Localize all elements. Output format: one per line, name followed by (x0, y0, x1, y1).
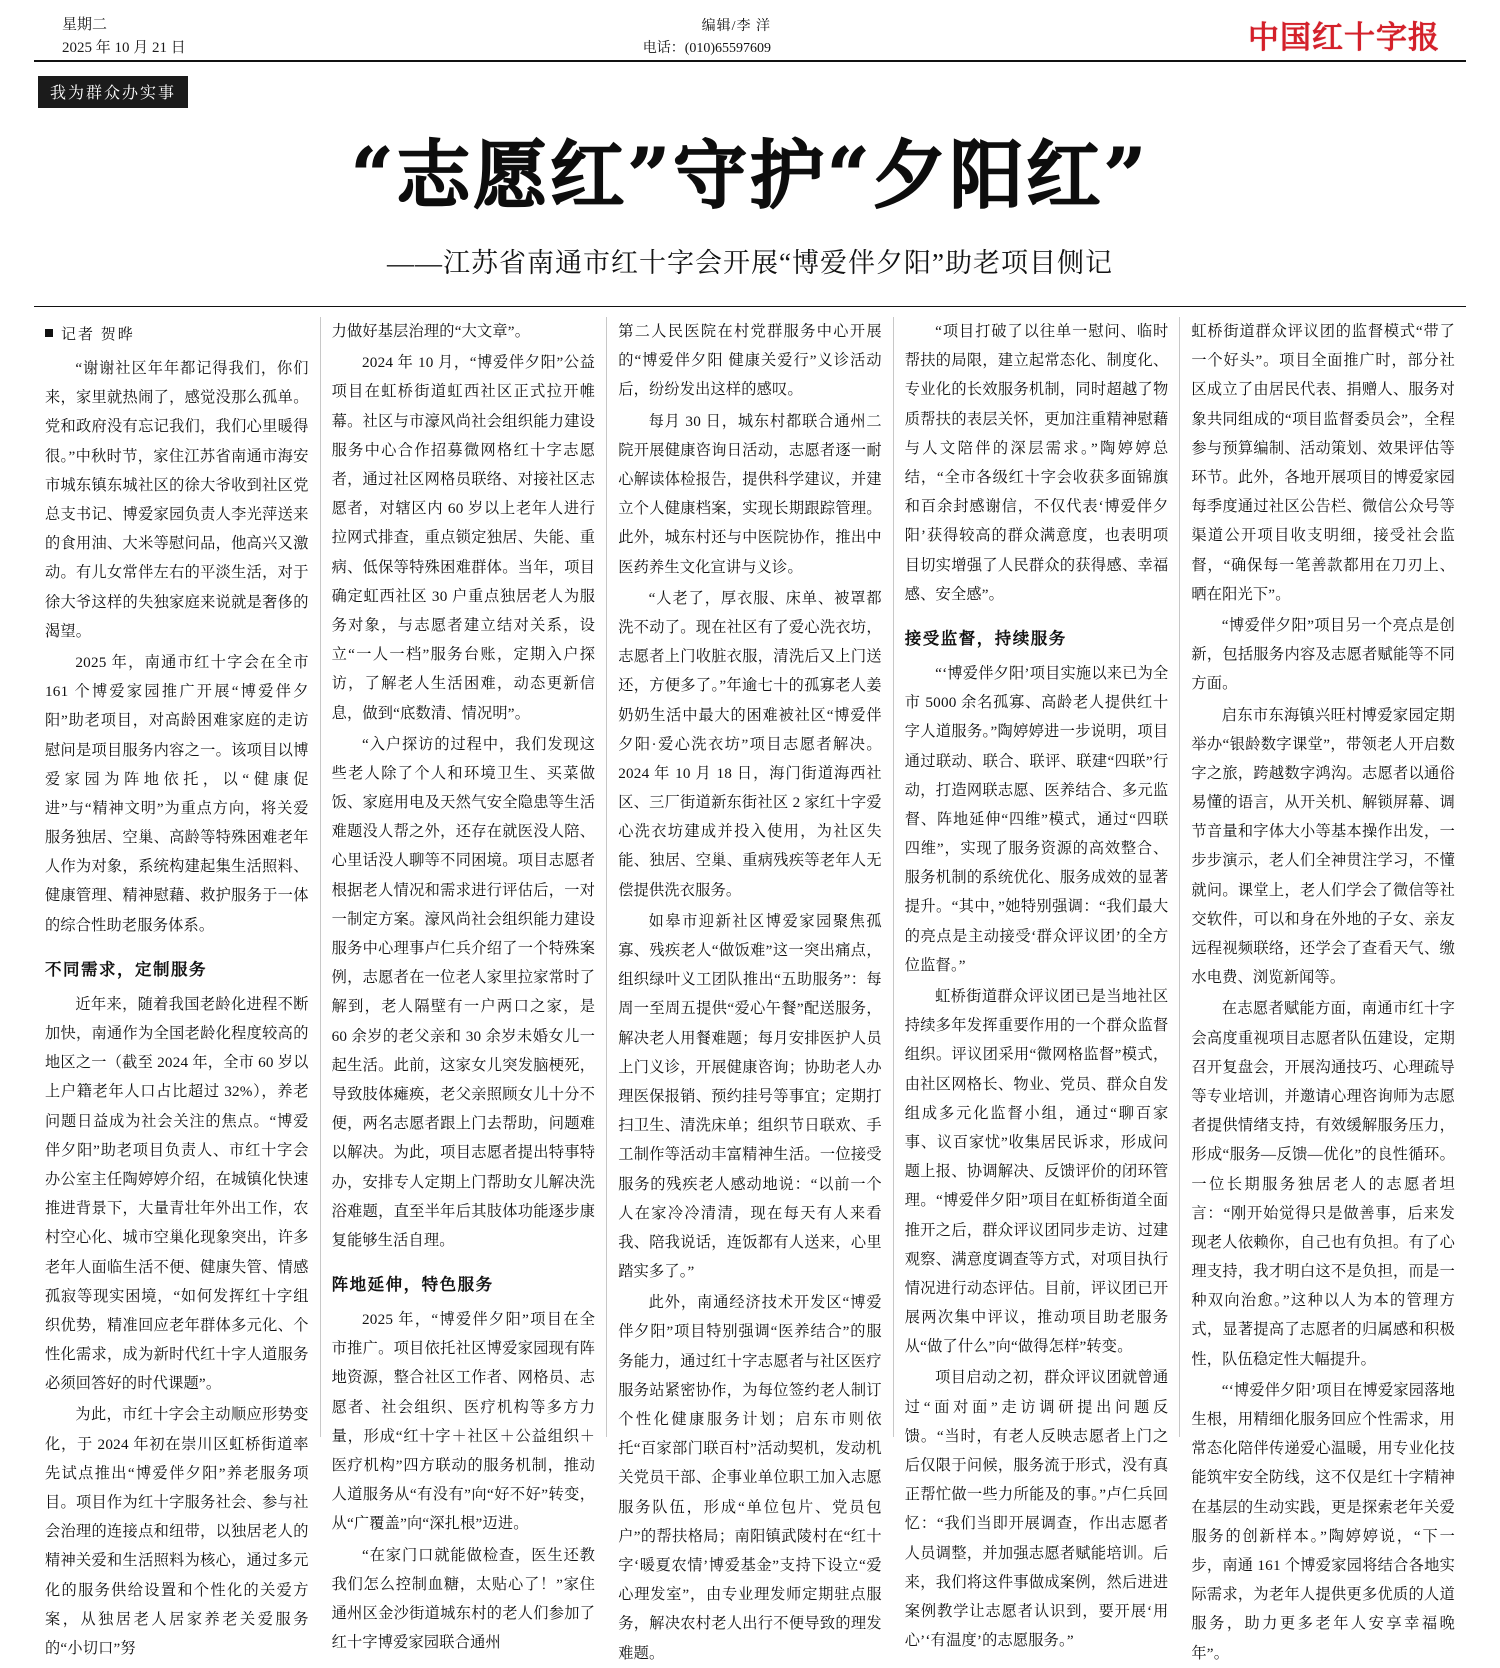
divider (34, 306, 1466, 307)
article-column-2 (321, 317, 608, 1652)
article-column-3 (607, 317, 894, 1662)
page-subtitle: ——江苏省南通市红十字会开展“博爱伴夕阳”助老项目侧记 (387, 248, 1113, 279)
paragraph: “谢谢社区年年都记得我们，你们来，家里就热闹了，感觉没那么孤单。党和政府没有忘记我们，我们心里暖得很。”中秋时节，家住江苏省南通市海安市城东镇东城社区的徐大爷收到社区党总支书记、博爱家园负责人李光萍送来的食用油、大米等慰问品，他高兴又激动。有儿女常伴左右的平淡生活，对于徐大爷这样的失独家庭来说就是奢侈的渴望。 (45, 360, 309, 640)
paragraph: 此外，南通经济技术开发区“博爱伴夕阳”项目特别强调“医养结合”的服务能力，通过红十字志愿者与社区医疗服务站紧密协作，为每位签约老人制订个性化健康服务计划；启东市则依托“百家部门联百村”活动契机，发动机关党员干部、企事业单位职工加入志愿服务队伍，形成“单位包片、党员包户”的帮扶格局；南阳镇武陵村在“红十字‘暖夏农情’博爱基金”支持下设立“爱心理发室”，由专业理发师定期驻点服务，解决农村老人出行不便导致的理发难题。 (618, 1294, 882, 1662)
square-bullet-icon (45, 329, 53, 337)
masthead (34, 0, 1466, 62)
masthead-editor: 编辑/李 洋 (701, 19, 772, 34)
masthead-phone: 电话：(010)65597609 (642, 41, 772, 57)
paragraph: “入户探访的过程中，我们发现这些老人除了个人和环境卫生、买菜做饭、家庭用电及天然气安全隐患等生活难题没人帮之外，还存在就医没人陪、心里话没人聊等不同困境。项目志愿者根据老人情况和需求进行评估后，一对一制定方案。濠风尚社会组织能力建设服务中心理事卢仁兵介绍了一个特殊案例，志愿者在一位老人家里拉家常时了解到，老人隔壁有一户两口之家，是 60 余岁的老父亲和 30 余岁未婚女儿一起生活。此前，这家女儿突发脑梗死，导致肢体瘫痪，老父亲照顾女儿十分不便，两名志愿者跟上门去帮助，问题难以解决。为此，项目志愿者提出特事特办，安排专人定期上门帮助女儿解决洗浴难题，直至半年后其肢体功能逐步康复能够生活自理。 (331, 735, 596, 1249)
section-heading: 阵地延伸，特色服务 (331, 1275, 494, 1295)
paragraph: 每月 30 日，城东村都联合通州二院开展健康咨询日活动，志愿者逐一耐心解读体检报告，提供科学建议，并建立个人健康档案，实现长期跟踪管理。此外，城东村还与中医院协作，推出中医药养生文化宣讲与义诊。 (618, 412, 882, 576)
article-column-1 (34, 317, 321, 1657)
article-column-5 (1180, 317, 1466, 1662)
section-heading: 不同需求，定制服务 (45, 959, 207, 979)
paragraph: “项目打破了以往单一慰问、临时帮扶的局限，建立起常态化、制度化、专业化的长效服务机制，同时超越了物质帮扶的表层关怀，更加注重精神慰藉与人文陪伴的深层需求。”陶婷婷总结，“全市各级红十字会收获多面锦旗和百余封感谢信，不仅代表‘博爱伴夕阳’获得较高的群众满意度，也表明项目切实增强了人民群众的获得感、幸福感、安全感”。 (904, 323, 1169, 603)
masthead-weekday: 星期二 (62, 17, 108, 33)
headline-block (34, 134, 1466, 280)
paragraph: 2025 年，“博爱伴夕阳”项目在全市推广。项目依托社区博爱家园现有阵地资源，整合社区工作者、网格员、志愿者、社会组织、医疗机构等多方力量，形成“红十字＋社区＋公益组织＋医疗机构”四方联动的服务机制，推动人道服务从“有没有”向“好不好”转变，从“广覆盖”向“深扎根”迈进。 (331, 1311, 596, 1533)
masthead-editor-block (643, 16, 791, 61)
masthead-date-block (34, 14, 186, 59)
paragraph: 近年来，随着我国老龄化进程不断加快，南通作为全国老龄化程度较高的地区之一（截至 2024 年，全市 60 岁以上户籍老年人口占比超过 32%），养老问题日益成为社会关注的焦点。“博爱伴夕阳”助老项目负责人、市红十字会办公室主任陶婷婷介绍，在城镇化快速推进背景下，大量青壮年外出工作，农村空心化、城市空巢化现象突出，许多老年人面临生活不便、健康失管、情感孤寂等现实困境，“如何发挥红十字组织优势，精准回应老年群体多元化、个性化需求，成为新时代红十字人道服务必须回答好的时代课题”。 (45, 995, 309, 1393)
paper-name: 中国红十字报 (1248, 20, 1440, 56)
paragraph: 2025 年，南通市红十字会在全市 161 个博爱家园推广开展“博爱伴夕阳”助老项目，对高龄困难家庭的走访慰问是项目服务内容之一。该项目以博爱家园为阵地依托，以“健康促进”与“精神文明”为重点方向，将关爱服务独居、空巢、高龄等特殊困难老年人作为对象，系统构建起集生活照料、健康管理、精神慰藉、救护服务于一体的综合性助老服务体系。 (45, 653, 309, 934)
paragraph: 力做好基层治理的“大文章”。 (331, 323, 531, 341)
article-columns (34, 317, 1466, 1662)
paragraph: 虹桥街道群众评议团的监督模式“带了一个好头”。项目全面推广时，部分社区成立了由居民代表、捐赠人、服务对象共同组成的“项目监督委员会”，全程参与预算编制、活动策划、效果评估等环节。此外，各地开展项目的博爱家园每季度通过社区公告栏、微信公众号等渠道公开项目收支明细，接受社会监督，“确保每一笔善款都用在刀刃上、晒在阳光下”。 (1191, 323, 1455, 603)
paragraph: 2024 年 10 月，“博爱伴夕阳”公益项目在虹桥街道虹西社区正式拉开帷幕。社区与市濠风尚社会组织能力建设服务中心合作招募微网格红十字志愿者，通过社区网格员联络、对接社区志愿者，对辖区内 60 岁以上老年人进行拉网式排查，重点锁定独居、失能、重病、低保等特殊困难群体。当年，项目确定虹西社区 30 户重点独居老人为服务对象，与志愿者建立结对关系，设立“一人一档”服务台账，定期入户探访，了解老人生活困难，动态更新信息，做到“底数清、情况明”。 (331, 354, 596, 722)
paragraph: “在家门口就能做检查，医生还教我们怎么控制血糖，太贴心了！”家住通州区金沙街道城东村的老人们参加了红十字博爱家园联合通州 (331, 1546, 596, 1652)
paragraph: 如皋市迎新社区博爱家园聚焦孤寡、残疾老人“做饭难”这一突出痛点，组织绿叶义工团队推出“五助服务”：每周一至周五提供“爱心午餐”配送服务，解决老人用餐难题；每月安排医护人员上门义诊，开展健康咨询；协助老人办理医保报销、预约挂号等事宜；定期打扫卫生、清洗床单；组织节日联欢、手工制作等活动丰富精神生活。一位接受服务的残疾老人感动地说：“以前一个人在家冷冷清清，现在每天有人来看我、陪我说话，连饭都有人送来，心里踏实多了。” (618, 912, 882, 1281)
byline (45, 323, 309, 344)
page-title: “志愿红”守护“夕阳红” (350, 133, 1150, 219)
column-tag-row (34, 76, 1466, 108)
paragraph: “‘博爱伴夕阳’项目在博爱家园落地生根，用精细化服务回应个性需求，用常态化陪伴传递爱心温暖，用专业化技能筑牢安全防线，这不仅是红十字精神在基层的生动实践，更是探索老年关爱服务的创新样本。”陶婷婷说，“下一步，南通 161 个博爱家园将结合各地实际需求，为老年人提供更多优质的人道服务，助力更多老年人安享幸福晚年”。 (1191, 1381, 1455, 1662)
column-tag: 我为群众办实事 (38, 76, 188, 108)
article-column-4 (894, 317, 1181, 1650)
paragraph: 在志愿者赋能方面，南通市红十字会高度重视项目志愿者队伍建设，定期召开复盘会，开展沟通技巧、心理疏导等专业培训，并邀请心理咨询师为志愿者提供情绪支持，有效缓解服务压力，形成“服务—反馈—优化”的良性循环。一位长期服务独居老人的志愿者坦言：“刚开始觉得只是做善事，后来发现老人依赖你，自己也有负担。有了心理支持，我才明白这不是负担，而是一种双向治愈。”这种以人为本的管理方式，显著提高了志愿者的归属感和积极性，队伍稳定性大幅提升。 (1191, 1000, 1455, 1368)
section-heading: 接受监督，持续服务 (904, 628, 1067, 648)
paragraph: “博爱伴夕阳”项目另一个亮点是创新，包括服务内容及志愿者赋能等不同方面。 (1191, 616, 1455, 693)
paragraph: 虹桥街道群众评议团已是当地社区持续多年发挥重要作用的一个群众监督组织。评议团采用“微网格监督”模式，由社区网格长、物业、党员、群众自发组成多元化监督小组，通过“聊百家事、议百家忧”收集居民诉求，形成问题上报、协调解决、反馈评价的闭环管理。“博爱伴夕阳”项目在虹桥街道全面推开之后，群众评议团同步走访、过建观察、满意度调查等方式，对项目执行情况进行动态评估。目前，评议团已开展两次集中评议，推动项目助老服务从“做了什么”向“做得怎样”转变。 (904, 988, 1169, 1356)
masthead-date: 2025 年 10 月 21 日 (62, 39, 186, 56)
paragraph: “人老了，厚衣服、床单、被罩都洗不动了。现在社区有了爱心洗衣坊，志愿者上门收脏衣服，清洗后又上门送还，方便多了。”年逾七十的孤寡老人姜奶奶生活中最大的困难被社区“博爱伴夕阳·爱心洗衣坊”项目志愿者解决。2024 年 10 月 18 日，海门街道海西社区、三厂街道新东街社区 2 家红十字爱心洗衣坊建成并投入使用，为社区失能、独居、空巢、重病残疾等老年人无偿提供洗衣服务。 (618, 589, 882, 899)
paragraph: 为此，市红十字会主动顺应形势变化，于 2024 年初在崇川区虹桥街道率先试点推出“博爱伴夕阳”养老服务项目。项目作为红十字服务社会、参与社会治理的连接点和纽带，以独居老人的精神关爱和生活照料为核心，通过多元化的服务供给设置和个性化的关爱方案，从独居老人居家养老关爱服务的“小切口”努 (45, 1406, 309, 1657)
paragraph: 第二人民医院在村党群服务中心开展的“博爱伴夕阳 健康关爱行”义诊活动后，纷纷发出这样的感叹。 (618, 323, 882, 399)
paragraph: 启东市东海镇兴旺村博爱家园定期举办“银龄数字课堂”，带领老人开启数字之旅，跨越数字鸿沟。志愿者以通俗易懂的语言，从开关机、解锁屏幕、调节音量和字体大小等基本操作出发，一步步演示，老人们全神贯注学习，不懂就问。课堂上，老人们学会了微信等社交软件，可以和身在外地的子女、亲友远程视频联络，还学会了查看天气、缴水电费、浏览新闻等。 (1191, 706, 1455, 987)
byline-text: 记者 贺晔 (61, 327, 135, 344)
paragraph: 项目启动之初，群众评议团就曾通过“面对面”走访调研提出问题反馈。“当时，有老人反映志愿者上门之后仅限于问候，服务流于形式，没有真正帮忙做一些力所能及的事。”卢仁兵回忆：“我们当即开展调查，作出志愿者人员调整，并加强志愿者赋能培训。后来，我们将这件事做成案例，然后进进案例教学让志愿者认识到，要开展‘用心’‘有温度’的志愿服务。” (904, 1369, 1169, 1650)
paragraph: “‘博爱伴夕阳’项目实施以来已为全市 5000 余名孤寡、高龄老人提供红十字人道服务。”陶婷婷进一步说明，项目通过联动、联合、联评、联建“四联”行动，打造网联志愿、医养结合、多元监督、阵地延伸“四维”模式，通过“四联四维”，实现了服务资源的高效整合、服务机制的系统优化、服务成效的显著提升。“其中，”她特别强调：“我们最大的亮点是主动接受‘群众评议团’的全方位监督。” (904, 664, 1169, 974)
